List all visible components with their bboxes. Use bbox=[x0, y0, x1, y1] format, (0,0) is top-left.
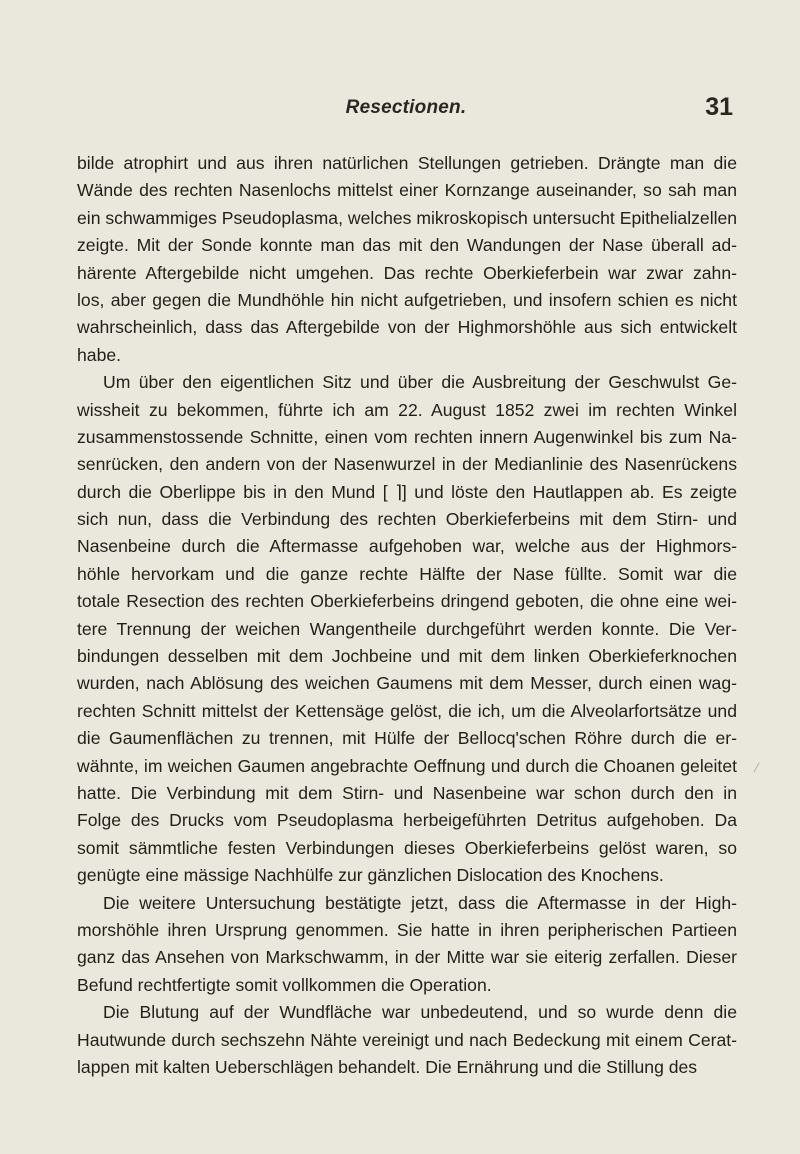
text-line: höhle hervorkam und die ganze rechte Hälfte der Nase füllte. Somit war die bbox=[77, 563, 737, 584]
running-header bbox=[76, 93, 736, 127]
text-line: die Gaumenflächen zu trennen, mit Hülfe der Bellocq'schen Röhre durch die er- bbox=[77, 728, 737, 749]
text-line: senrücken, den andern von der Nasenwurzel in der Medianlinie des Nasenrückens bbox=[77, 454, 737, 475]
text-line: Die Blutung auf der Wundfläche war unbedeutend, und so wurde denn die bbox=[103, 1002, 737, 1023]
text-line: Folge des Drucks vom Pseudoplasma herbeigeführten Detritus aufgehoben. Da bbox=[77, 810, 737, 831]
text-line: rechten Schnitt mittelst der Kettensäge gelöst, die ich, um die Alveolarfortsätze und bbox=[77, 700, 737, 721]
text-line: Nasenbeine durch die Aftermasse aufgehoben war, welche aus der Highmors- bbox=[77, 536, 737, 557]
text-line: tere Trennung der weichen Wangentheile durchgeführt werden konnte. Die Ver- bbox=[77, 618, 737, 639]
text-line: lappen mit kalten Ueberschlägen behandelt. Die Ernährung und die Stillung des bbox=[77, 1056, 698, 1077]
text-line: Die weitere Untersuchung bestätigte jetzt, dass die Aftermasse in der High- bbox=[103, 892, 737, 913]
text-line: habe. bbox=[77, 344, 122, 365]
text-line: durch die Oberlippe bis in den Mund [ ⌉] und löste den Hautlappen ab. Es zeigte bbox=[77, 481, 737, 502]
text-line: wahrscheinlich, dass das Aftergebilde von der Highmorshöhle aus sich entwickelt bbox=[77, 317, 737, 338]
text-line: härente Aftergebilde nicht umgehen. Das rechte Oberkieferbein war zwar zahn- bbox=[77, 262, 737, 283]
text-line: Hautwunde durch sechszehn Nähte vereinigt und nach Bedeckung mit einem Cerat- bbox=[77, 1029, 737, 1050]
text-line: wurden, nach Ablösung des weichen Gaumens mit dem Messer, durch einen wag- bbox=[77, 673, 737, 694]
text-line: wähnte, im weichen Gaumen angebrachte Oeffnung und durch die Choanen geleitet bbox=[77, 755, 737, 776]
text-line: somit sämmtliche festen Verbindungen dieses Oberkieferbeins gelöst waren, so bbox=[77, 837, 737, 858]
text-line: los, aber gegen die Mundhöhle hin nicht aufgetrieben, und insofern schien es nicht bbox=[77, 289, 737, 310]
text-line: genügte eine mässige Nachhülfe zur gänzlichen Dislocation des Knochens. bbox=[77, 865, 664, 886]
margin-mark bbox=[753, 762, 759, 772]
text-line: bindungen desselben mit dem Jochbeine und mit dem linken Oberkieferknochen bbox=[77, 646, 737, 667]
text-line: totale Resection des rechten Oberkieferbeins dringend geboten, die ohne eine wei- bbox=[77, 591, 737, 612]
text-line: sich nun, dass die Verbindung des rechten Oberkieferbeins mit dem Stirn- und bbox=[77, 509, 737, 530]
running-title: Resectionen. bbox=[345, 97, 467, 118]
text-line: morshöhle ihren Ursprung genommen. Sie hatte in ihren peripherischen Partieen bbox=[77, 919, 737, 940]
text-line: bilde atrophirt und aus ihren natürlichen Stellungen getrieben. Drängte man die bbox=[77, 153, 737, 173]
text-line: zeigte. Mit der Sonde konnte man das mit den Wandungen der Nase überall ad- bbox=[77, 235, 737, 256]
text-line: hatte. Die Verbindung mit dem Stirn- und Nasenbeine war schon durch den in bbox=[77, 782, 737, 803]
body-text bbox=[77, 150, 737, 1081]
text-line: ein schwammiges Pseudoplasma, welches mikroskopisch untersucht Epithelialzellen bbox=[77, 207, 738, 228]
text-line: Um über den eigentlichen Sitz und über die Ausbreitung der Geschwulst Ge- bbox=[103, 372, 737, 393]
page-number: 31 bbox=[705, 93, 733, 121]
text-line: Befund rechtfertigte somit vollkommen die Operation. bbox=[77, 974, 492, 995]
text-line: ganz das Ansehen von Markschwamm, in der Mitte war sie eiterig zerfallen. Dieser bbox=[77, 947, 737, 968]
text-line: wissheit zu bekommen, führte ich am 22. August 1852 zwei im rechten Winkel bbox=[77, 399, 737, 420]
text-line: zusammenstossende Schnitte, einen vom rechten innern Augenwinkel bis zum Na- bbox=[77, 426, 737, 447]
text-line: Wände des rechten Nasenlochs mittelst einer Kornzange auseinander, so sah man bbox=[77, 180, 737, 201]
